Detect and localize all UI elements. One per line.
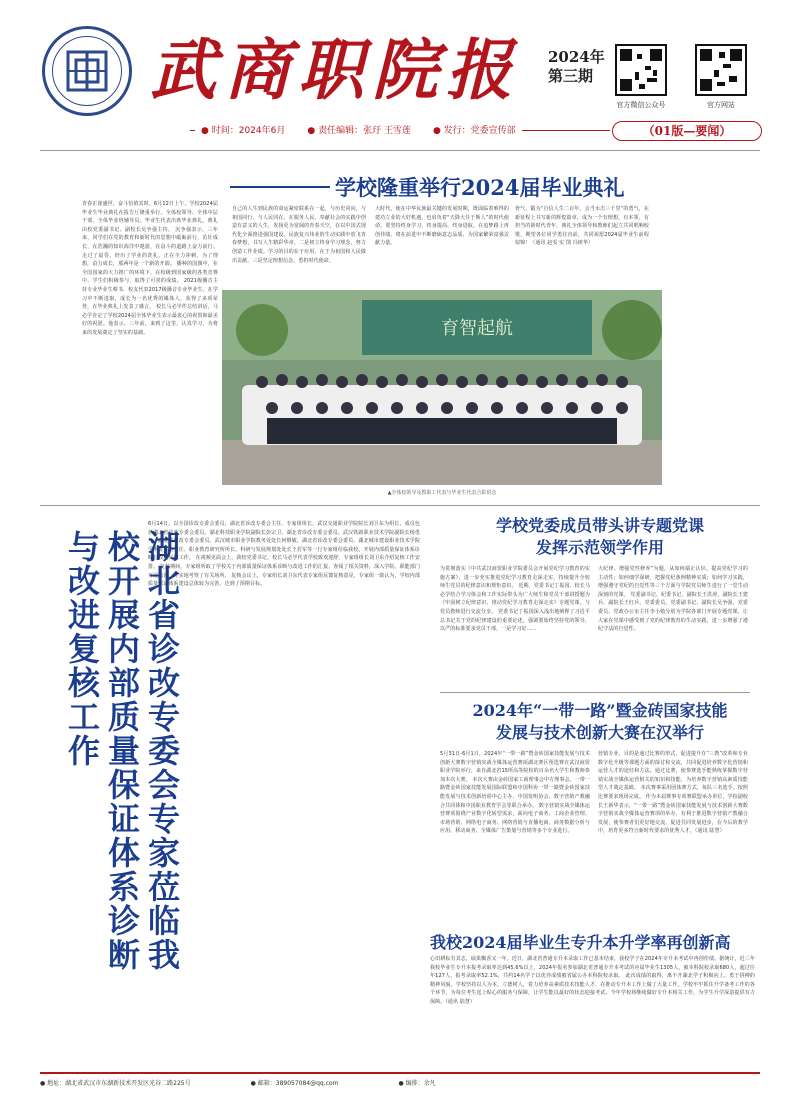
article1-headline: 学校隆重举行2024届毕业典礼 [335, 175, 625, 200]
masthead-rule [40, 150, 760, 151]
publication-info [195, 123, 522, 136]
article4-col2: 营销专业，目的是通过比赛的形式，促进提升在“三教”改革和专业数字化升级等课题方面的探讨和交流，共同促进培养数字化营销和运营人才的途径和方法。通过比赛，使参赛选手能熟练掌握数字营销实战全媒体运营相关的知识和技能，为培养数字营销高素质技能型人才奠定基础。 本次赛事采用团体赛方式，每队三名选手，按照比赛要求现场完成。 作为本届赛事专项赛联盟承办单位，学校副校长王新华表示，“一带一路”暨金砖国家技能发展与技术创新大赛数字营销实战全媒体运营赛项的举办，有利于推进数字营销产教融合发展，使参赛者们更好地交流，促进共同发展进步，在今后的教学中，培育更多符合新时代要求的优秀人才。（通讯 陆慧） [598, 751, 748, 835]
section-rule-1 [40, 505, 760, 506]
issue-info [548, 48, 608, 86]
article1-col1: 青春正逢盛世，奋斗恰值其时。6月12日上午，学校2024届毕业生毕业典礼在报告厅隆重举行。全体校领导、全体中层干部、全体毕业班辅导员、毕业生代表出席毕业典礼。典礼由校党委副书记、副校长吴争强主持。 沉争强表示，三年来，同学们在党的教育和新时代的思想中砥砺前行，茁壮成长，在浩瀚的知识海洋中遨游，在奋斗的道路上奋力前行。走过了晨昏，经历了学业的洗礼，正在全力冲刺，为了理想，奋力成长，那两年是一个新的开端。 播种的国旗中，在全国国家的大力推广的环境下，在校级到国家级的各类竞赛中，学生们积极参与，取得了可喜的成绩。 2021级播音主持专业毕业生蔡书，校友代表2017级播音专业毕业生，在学习中不断进取，成长为一名优秀的媒体人，获得了多项荣誉，在毕业典礼上发表了感言。 校长马必学作总结讲话，马必学肯定了学校2024届全体毕业生表示最衷心的祝贺和最美好的祝愿。他表示，三年前，来到了这里，认真学习，为将来的发展奠定了坚实的基础。 [82, 201, 218, 336]
article5-headline: 我校2024届毕业生专升本升学率再创新高 [430, 933, 731, 952]
article2-headline: 湖北省诊改专委会专家莅临我校开展内部质量保证体系诊断与改进复核工作 [63, 530, 181, 972]
page-section-tag: （01版—要闻） [612, 121, 762, 141]
college-logo [42, 26, 132, 116]
footer-email: ● 邮箱：389057084@qq.com [250, 1080, 339, 1087]
article1-photo-caption: ▲全体校领导及教职工代表与毕业生代表合影留念 [387, 490, 497, 496]
article3-col2: 大纪律、增强党性修养”为题，从如何端正认识、提高党纪学习的主动性；如何细学深研，把握党纪条例精神实质；如何学习实践，增强遵守党纪的自觉性等三个方面与学院党员师生进行了一堂生动深刻的党课。 党委副书记、纪委书记、副院长王洪涛，副院长王建兵、副院长王红兵，党委委员，党委副书记、副院长吴争强，党委委员、党政办公室主任李小勉分别为学院各部门开展专题党课，让大家在党课中感受到了党的纪律教育的生动实践，进一步增强了遵纪守法的自觉性。 [598, 566, 748, 633]
article2-photo-block [150, 985, 418, 1065]
article1-col2: 自己的人生到民族的命运紧密联系在一起，与历史同向，与祖国同行，与人民同在，在服务人民、奉献社会的实践中创造有意义的人生。发扬更为宽阔的青春天空，在以中国式现代化全面推进强国建设、民族复兴伟业的生动实践中放飞青春梦想，书写人生精彩华章。二是树立终身学习理念，努力创造工作业绩。学习的目的在于应用，在于为祖国和人民做出贡献。三是坚定理想信念，勇担时代使命。 [232, 206, 366, 264]
article3-col1: 为贯彻落实《中共武汉商贸职业学院委员会开展党纪学习教育的实施方案》，进一步充实推进党纪学习教育走深走实，持续提升全校师生党员的纪律意识和规矩意识。 近期，党委书记丁振国、校长马必学结合学习体会和工作实际带头为广大师生和党员干部讲授题为《牢固树立纪律意识，推动党纪学习教育走深走实》专题党课，与党员教师进行交流分享。 党委书记丁振国深入浅出地阐释了习近平总书记关于党的纪律建设的重要论述，强调要始终坚持党的领导，以严的标准要求党员干部，一是学习好…… [440, 566, 590, 633]
article1-col3: 大时代。使在中华民族最关键的发展时期，既面临着难得的建功立业的大好机遇，也肩负着“天降大任于斯人”的时代使命。要坚持终身学习，终身提高，终身进取。在追梦路上再创佳绩。将在前进中不断磨砺意志品质，为国家繁荣富强贡献力量。 [375, 206, 509, 247]
headline-accent-bar [230, 186, 330, 188]
footer-editor: ● 编排：余凡 [398, 1080, 436, 1087]
section-rule-2 [440, 692, 750, 693]
footer-address: ● 地址：湖北省武汉市东湖新技术开发区光谷二路225号 [40, 1080, 191, 1087]
wechat-qr-code-icon [615, 44, 667, 96]
college-seal [52, 36, 122, 106]
article4-headline: 2024年“一带一路”暨金砖国家技能 发展与技术创新大赛在汉举行 [472, 701, 728, 742]
article1-col4: 骨气、锻为“自信人生二百年，会当水击三千里”的勇气，在新征程上书写新的辉煌篇章，成为一个有理想、有本领、有担当的新时代青年。典礼全体领导和教师们起立共同唱响校歌，期望各位同学勇往直前，共同祝愿2024届毕业生前程似锦！（通讯 赵雯 实 图 冯树华） [515, 206, 649, 247]
website-qr[interactable] [690, 44, 752, 110]
graduation-group-photo [222, 290, 662, 485]
wechat-qr-label: 官方微信公众号 [616, 101, 666, 109]
article2-body: 6月14日，以全国诊改专委会委员、湖北省诊改专委会主任、专家组组长、武汉交通职业学院院长刘卫东为组长，成员包括湖北省诊改专委会委员、湖北科技职业学院副院长彭宗卫、湖北省诊改专委会委员、武汉铁路职业技术学院副院长杨勇凡、湖北省诊改专委会委员、武汉城市职业学院教务处处长何继敏、湖北省诊改专委会委员、湖北城市建设职业技术学院学术委员会主任、职业教育研究所所长、科研与发展规划处处长王若军等一行专家组莅临我校，开展内部质量保证体系诊断与改进复核工作。 在视频见面会上，我校党委书记、校长马必学代表学校致欢迎辞，专家组组长刘卫东介绍复核工作安排。 复核期间，专家组听取了学校关于内部质量保证体系诊断与改进工作的汇报，查阅了相关资料，深入学院、职能部门开展访谈，并实地考察了有关场所。 复核会议上，专家组长刘卫东代表专家组反馈复核意见，专家组一致认为，学校内部质量保证体系建设总体较为完善，达到了预期目标。 [148, 521, 420, 588]
article4-col1: 5月31日-6月1日，2024年“一带一路”暨金砖国家技能发展与技术创新大赛数字营销实战全媒体运营赛项湖北赛区预选赛在武汉商贸职业学院举行。来自湖北省15所高等院校的百余名大学生和教师参加本次大赛。 本次大赛由金砖国家工商理事会中方理事会、一带一路暨金砖国家技能发展国际联盟和中国科协一带一路暨金砖国家技能发展与技术创新培训中心主办，中国发明协会、数字营销产教融合共同体和中国职业教育学会等联合承办。 数字营销实战全媒体运营赛项围绕产业数字化转型需求，面向电子商务、工商企业管理、市场营销、网络电子商务、网络营销与直播电商、商务数据分析与应用、移动商务、全媒体广告策划与营销等多个专业进行。 [440, 751, 590, 835]
newspaper-title: 武商职院报 [150, 31, 520, 109]
college-emblem-icon [64, 48, 110, 94]
publish-time: ● 时间：2024年6月 [201, 126, 286, 136]
page-footer [40, 1072, 760, 1087]
article5-body: 心田耕耘有其志，硕果飘香又一年。近日，湖北省普通专升本录取工作已基本结束，我校学子在2024年专升本考试中再创佳绩。据统计，近三年我校毕业生专升本报考录取率达到45.6%以上，2024年报名参加湖北省普通专升本考试的应届毕业生1305人，被本科院校录取680人，超过往年127人，报考录取率52.1%，共约14名学子以优异成绩被省属公办本科院校录取。 此次成绩的取得，离不开湖北学子积极向上、勇于拼搏的精神风貌。学校坚持以人为本，立德树人，着力培养高素质技术技能人才，在推动专升本工作上做了大量工作。学校牢牢抓住升学备考工作的各个环节，为每位考生送上贴心的服务与保障，让学生能以最好的状态迎接考试。今年学校将继续做好专升本相关工作，为学生升学深造提供有力保障。（通讯 陆慧） [430, 956, 755, 1005]
issue-year: 2024年 [548, 48, 605, 66]
responsible-editor: ● 责任编辑：张玗 王雪莲 [307, 126, 411, 136]
issue-number: 第三期 [548, 67, 594, 85]
wechat-qr[interactable] [610, 44, 672, 110]
publisher: ● 发行：党委宣传部 [432, 126, 516, 136]
website-qr-code-icon [695, 44, 747, 96]
svg-text:育智起航: 育智起航 [441, 318, 513, 339]
website-qr-label: 官方网站 [707, 101, 735, 109]
article3-headline: 学校党委成员带头讲专题党课 发挥示范领学作用 [495, 516, 704, 557]
